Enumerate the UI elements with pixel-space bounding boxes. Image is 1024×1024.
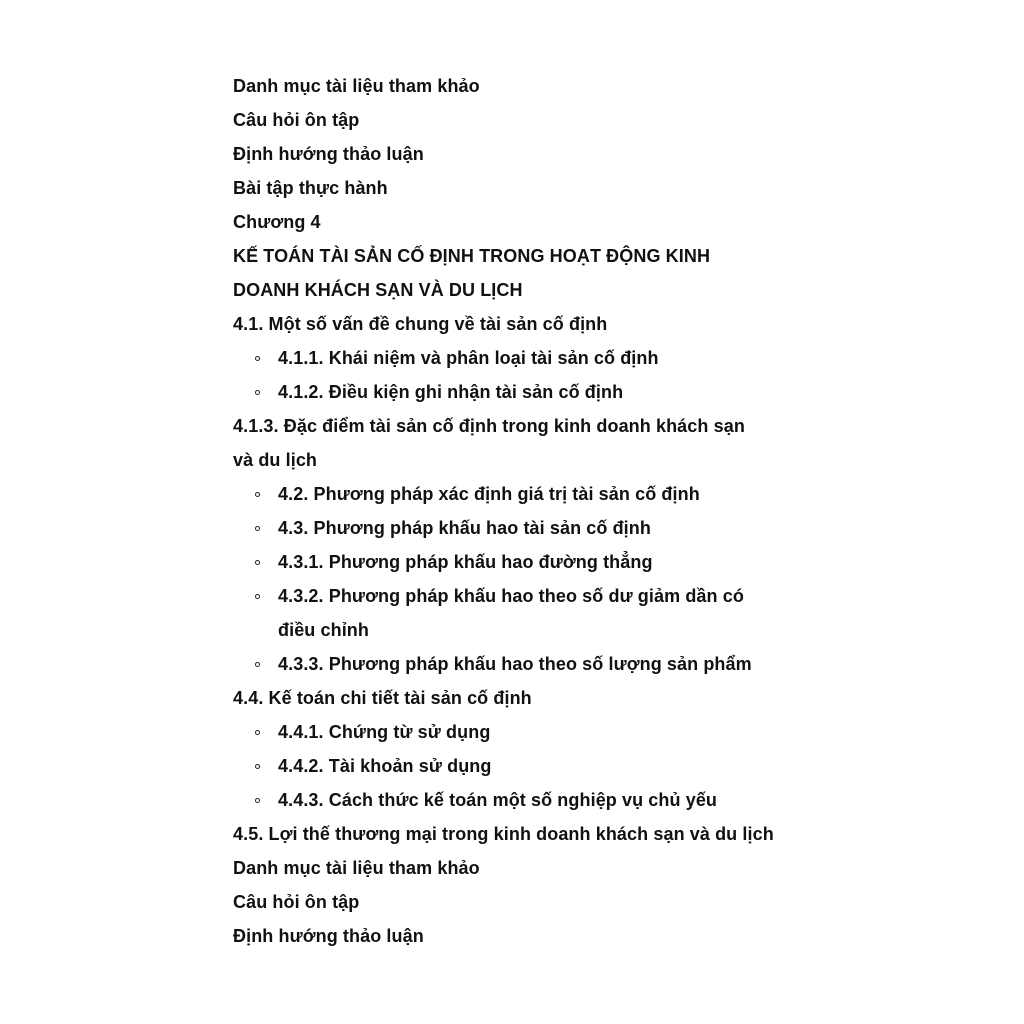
- circle-bullet-icon: [255, 594, 260, 599]
- toc-item: [233, 69, 833, 103]
- toc-item: [233, 103, 833, 137]
- toc-item: [233, 205, 833, 239]
- toc-subitem: [233, 375, 833, 409]
- circle-bullet-icon: [255, 798, 260, 803]
- toc-item-text: Danh mục tài liệu tham khảo: [233, 858, 480, 878]
- toc-item-text: 4.3. Phương pháp khấu hao tài sản cố định: [278, 518, 651, 538]
- circle-bullet-icon: [255, 560, 260, 565]
- toc-item: [233, 851, 833, 885]
- toc-item-text: Danh mục tài liệu tham khảo: [233, 76, 480, 96]
- toc-item-text: Định hướng thảo luận: [233, 926, 424, 946]
- toc-item-text: 4.3.1. Phương pháp khấu hao đường thẳng: [278, 552, 653, 572]
- toc-subitem: [233, 647, 833, 681]
- circle-bullet-icon: [255, 526, 260, 531]
- toc-item-text: Định hướng thảo luận: [233, 144, 424, 164]
- toc-item: [233, 137, 833, 171]
- toc-item-text: 4.1.1. Khái niệm và phân loại tài sản cố định: [278, 348, 659, 368]
- circle-bullet-icon: [255, 390, 260, 395]
- toc-subitem: [233, 715, 833, 749]
- toc-subitem: [233, 477, 833, 511]
- toc-item-text: Chương 4: [233, 212, 321, 232]
- toc-item: [233, 919, 833, 953]
- toc-item-text: 4.3.3. Phương pháp khấu hao theo số lượng sản phẩm: [278, 654, 752, 674]
- toc-item-text: Bài tập thực hành: [233, 178, 388, 198]
- circle-bullet-icon: [255, 730, 260, 735]
- circle-bullet-icon: [255, 764, 260, 769]
- toc-item: [233, 273, 833, 307]
- toc-item: [233, 817, 833, 851]
- toc-item-text: 4.3.2. Phương pháp khấu hao theo số dư giảm dần có: [278, 586, 744, 606]
- toc-item-text: điều chỉnh: [278, 620, 369, 640]
- toc-item-text: 4.4.3. Cách thức kế toán một số nghiệp vụ chủ yếu: [278, 790, 718, 810]
- toc-item-text: 4.4.1. Chứng từ sử dụng: [278, 722, 491, 742]
- toc-item-text: 4.4.2. Tài khoản sử dụng: [278, 756, 492, 776]
- toc-item-text: 4.1.2. Điều kiện ghi nhận tài sản cố định: [278, 382, 624, 402]
- toc-subitem: [233, 341, 833, 375]
- table-of-contents: [233, 69, 833, 953]
- toc-item-text: 4.2. Phương pháp xác định giá trị tài sản cố định: [278, 484, 700, 504]
- circle-bullet-icon: [255, 492, 260, 497]
- toc-subitem: [233, 579, 833, 613]
- circle-bullet-icon: [255, 662, 260, 667]
- toc-item-text: Câu hỏi ôn tập: [233, 110, 360, 130]
- toc-item: [233, 409, 833, 443]
- toc-subitem: [233, 749, 833, 783]
- toc-item: [233, 239, 833, 273]
- toc-item-text: 4.5. Lợi thế thương mại trong kinh doanh khách sạn và du lịch: [233, 824, 774, 844]
- toc-item: [233, 681, 833, 715]
- toc-item: [233, 171, 833, 205]
- toc-item: [233, 307, 833, 341]
- circle-bullet-icon: [255, 356, 260, 361]
- toc-subitem: [233, 511, 833, 545]
- toc-item-text: KẾ TOÁN TÀI SẢN CỐ ĐỊNH TRONG HOẠT ĐỘNG KINH: [233, 246, 711, 266]
- toc-item: [233, 613, 833, 647]
- toc-item: [233, 885, 833, 919]
- toc-item: [233, 443, 833, 477]
- toc-item-text: DOANH KHÁCH SẠN VÀ DU LỊCH: [233, 280, 523, 300]
- toc-item-text: và du lịch: [233, 450, 318, 470]
- toc-item-text: Câu hỏi ôn tập: [233, 892, 360, 912]
- toc-item-text: 4.1. Một số vấn đề chung về tài sản cố định: [233, 314, 608, 334]
- toc-item-text: 4.4. Kế toán chi tiết tài sản cố định: [233, 688, 532, 708]
- toc-subitem: [233, 783, 833, 817]
- toc-item-text: 4.1.3. Đặc điểm tài sản cố định trong kinh doanh khách sạn: [233, 416, 745, 436]
- toc-subitem: [233, 545, 833, 579]
